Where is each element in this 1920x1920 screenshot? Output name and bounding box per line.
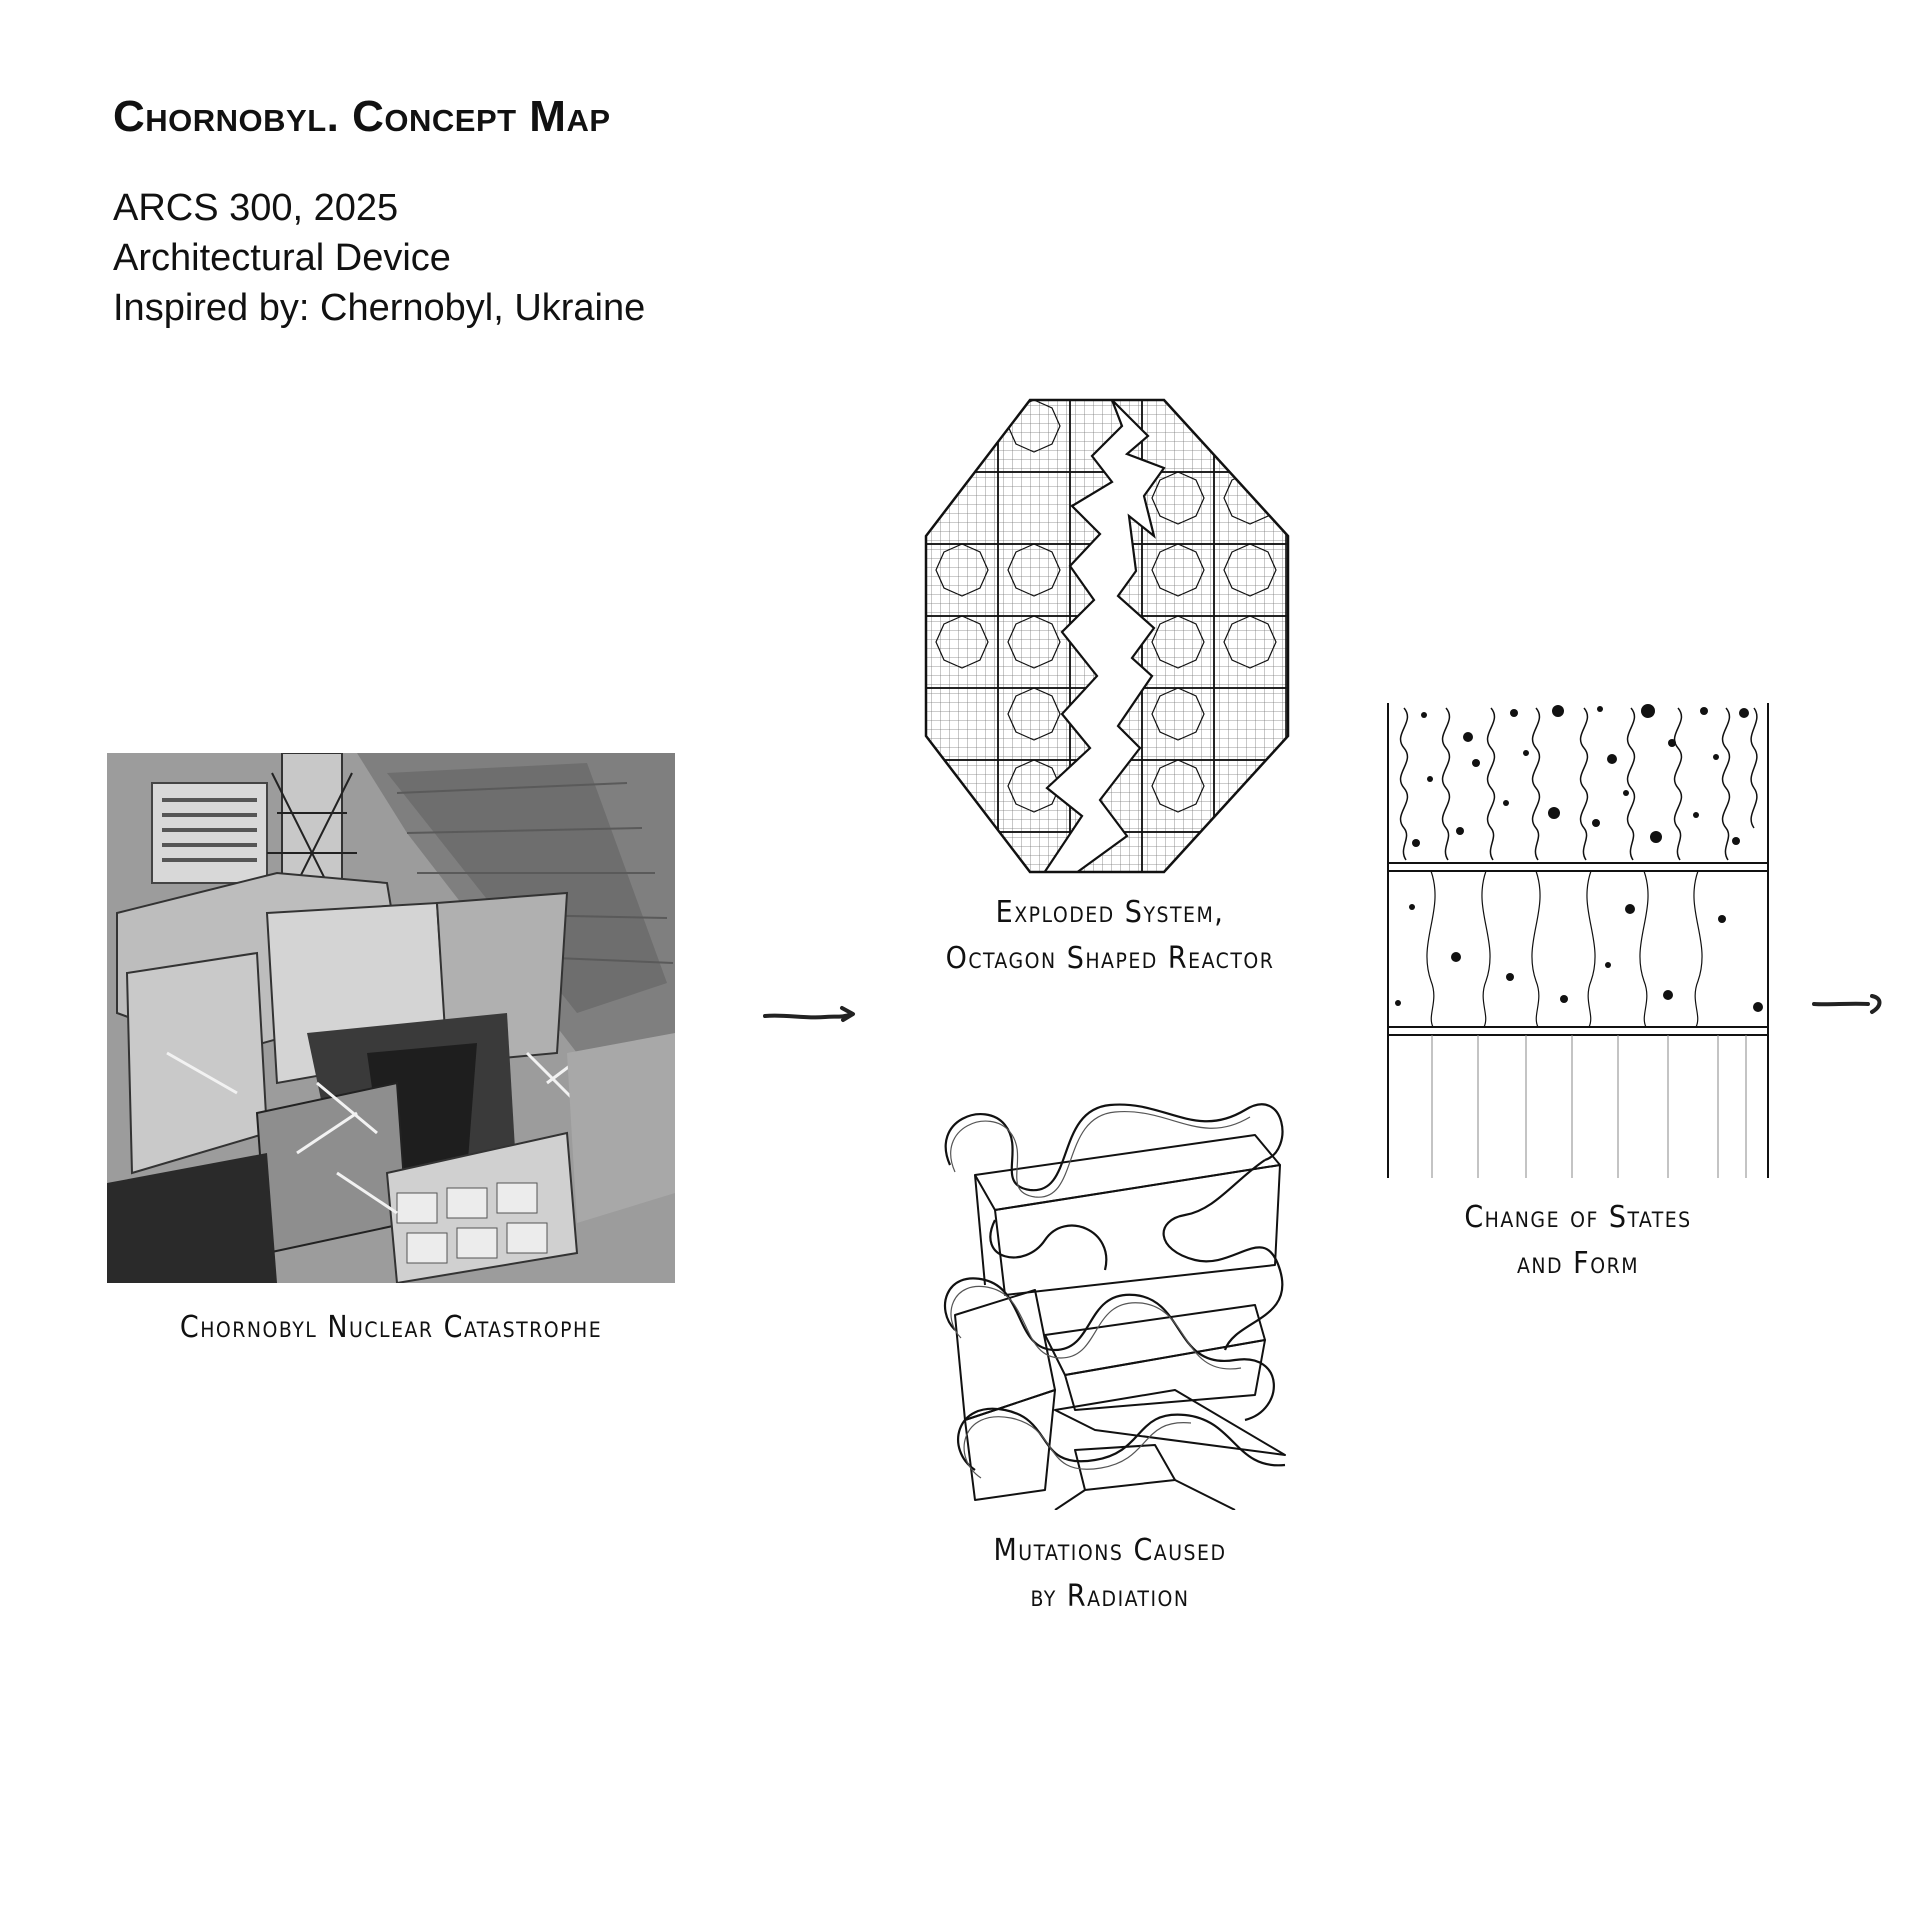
arrow-right-icon [1810,988,1890,1018]
change-of-states-drawing [1386,703,1770,1178]
reactor-caption [900,890,1320,982]
arrow-right-icon [760,1000,860,1030]
page-title: Chornobyl. Concept Map [113,92,611,141]
photo-caption: Chornobyl Nuclear Catastrophe [179,1310,603,1345]
reactor-caption-line-1: Exploded System, [995,895,1225,930]
states-caption [1388,1195,1768,1287]
chornobyl-photo [107,753,675,1283]
states-caption-line-1: Change of States [1464,1200,1692,1235]
mutations-caption-line-2: by Radiation [1030,1579,1190,1614]
reactor-caption-line-2: Octagon Shaped Reactor [945,941,1275,976]
mutations-drawing [935,1090,1303,1510]
device-line: Architectural Device [113,237,451,279]
mutations-caption-line-1: Mutations Caused [993,1533,1227,1568]
octagon-reactor-drawing [922,396,1292,876]
mutations-caption [900,1528,1320,1620]
inspiration-line: Inspired by: Chernobyl, Ukraine [113,287,646,329]
project-meta [113,183,645,333]
states-caption-line-2: and Form [1517,1246,1639,1281]
course-line: ARCS 300, 2025 [113,187,399,229]
